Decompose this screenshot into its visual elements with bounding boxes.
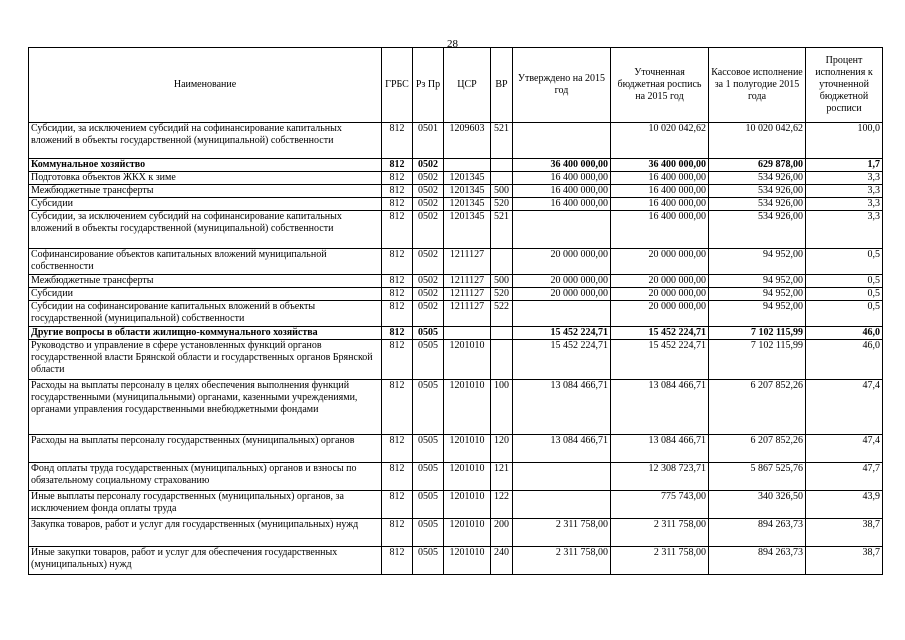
table-cell-csr — [444, 159, 491, 172]
table-cell-approved — [513, 463, 611, 491]
table-row — [29, 435, 883, 463]
header-cash: Кассовое исполнение за 1 полугодие 2015 года — [709, 48, 806, 123]
table-cell-refined: 36 400 000,00 — [611, 159, 709, 172]
table-cell-cash: 894 263,73 — [709, 519, 806, 547]
table-cell-rzpr: 0501 — [413, 123, 444, 159]
table-cell-cash: 7 102 115,99 — [709, 340, 806, 380]
table-cell-grbs: 812 — [382, 301, 413, 327]
table-cell-cash: 340 326,50 — [709, 491, 806, 519]
table-cell-csr: 1201010 — [444, 340, 491, 380]
table-cell-grbs: 812 — [382, 275, 413, 288]
table-cell-refined: 16 400 000,00 — [611, 185, 709, 198]
header-grbs: ГРБС — [382, 48, 413, 123]
table-cell-csr: 1201345 — [444, 172, 491, 185]
table-cell-cash: 534 926,00 — [709, 185, 806, 198]
table-row — [29, 185, 883, 198]
table-cell-percent: 47,7 — [806, 463, 883, 491]
table-row — [29, 491, 883, 519]
table-row — [29, 340, 883, 380]
table-row — [29, 249, 883, 275]
table-cell-name: Иные выплаты персоналу государственных (муниципальных) органов, за исключением фонда оплаты труда — [29, 491, 382, 519]
table-cell-name: Другие вопросы в области жилищно-коммунального хозяйства — [29, 327, 382, 340]
table-cell-approved: 20 000 000,00 — [513, 275, 611, 288]
table-cell-csr: 1201010 — [444, 380, 491, 435]
table-cell-cash: 7 102 115,99 — [709, 327, 806, 340]
table-cell-vr: 121 — [491, 463, 513, 491]
table-cell-csr: 1211127 — [444, 275, 491, 288]
table-cell-grbs: 812 — [382, 463, 413, 491]
table-cell-cash: 629 878,00 — [709, 159, 806, 172]
table-cell-vr: 200 — [491, 519, 513, 547]
table-cell-csr: 1201345 — [444, 211, 491, 249]
header-name: Наименование — [29, 48, 382, 123]
table-cell-cash: 94 952,00 — [709, 288, 806, 301]
table-cell-approved: 15 452 224,71 — [513, 327, 611, 340]
table-cell-percent: 43,9 — [806, 491, 883, 519]
table-cell-grbs: 812 — [382, 327, 413, 340]
table-cell-vr — [491, 327, 513, 340]
table-cell-approved: 20 000 000,00 — [513, 288, 611, 301]
table-cell-grbs: 812 — [382, 340, 413, 380]
table-row — [29, 172, 883, 185]
table-cell-approved: 13 084 466,71 — [513, 435, 611, 463]
table-cell-name: Подготовка объектов ЖКХ к зиме — [29, 172, 382, 185]
table-cell-refined: 2 311 758,00 — [611, 547, 709, 575]
table-cell-name: Иные закупки товаров, работ и услуг для обеспечения государственных (муниципальных) нужд — [29, 547, 382, 575]
table-cell-rzpr: 0505 — [413, 340, 444, 380]
table-cell-percent: 0,5 — [806, 288, 883, 301]
table-cell-refined: 16 400 000,00 — [611, 198, 709, 211]
table-cell-refined: 12 308 723,71 — [611, 463, 709, 491]
table-cell-vr: 500 — [491, 275, 513, 288]
table-cell-approved — [513, 491, 611, 519]
table-cell-cash: 534 926,00 — [709, 211, 806, 249]
table-cell-refined: 13 084 466,71 — [611, 380, 709, 435]
budget-execution-table — [28, 47, 883, 575]
table-cell-csr: 1201345 — [444, 185, 491, 198]
table-cell-grbs: 812 — [382, 380, 413, 435]
page-number: 28 — [447, 38, 458, 50]
table-cell-grbs: 812 — [382, 172, 413, 185]
table-cell-cash: 6 207 852,26 — [709, 435, 806, 463]
table-cell-cash: 94 952,00 — [709, 249, 806, 275]
table-cell-grbs: 812 — [382, 211, 413, 249]
table-cell-csr: 1211127 — [444, 288, 491, 301]
table-cell-grbs: 812 — [382, 288, 413, 301]
table-cell-csr: 1201010 — [444, 519, 491, 547]
table-cell-approved: 13 084 466,71 — [513, 380, 611, 435]
table-row — [29, 288, 883, 301]
table-cell-vr: 521 — [491, 211, 513, 249]
table-cell-grbs: 812 — [382, 249, 413, 275]
table-cell-refined: 775 743,00 — [611, 491, 709, 519]
table-cell-rzpr: 0502 — [413, 275, 444, 288]
table-cell-cash: 6 207 852,26 — [709, 380, 806, 435]
table-cell-percent: 47,4 — [806, 435, 883, 463]
header-vr: ВР — [491, 48, 513, 123]
table-cell-percent: 0,5 — [806, 301, 883, 327]
table-cell-percent: 0,5 — [806, 275, 883, 288]
table-cell-csr: 1201345 — [444, 198, 491, 211]
table-cell-name: Субсидии, за исключением субсидий на софинансирование капитальных вложений в объекты государственной (муниципальной) собственности — [29, 123, 382, 159]
table-cell-csr: 1201010 — [444, 547, 491, 575]
table-cell-vr: 100 — [491, 380, 513, 435]
table-cell-cash: 894 263,73 — [709, 547, 806, 575]
table-row — [29, 123, 883, 159]
table-cell-percent: 1,7 — [806, 159, 883, 172]
table-cell-approved — [513, 123, 611, 159]
table-cell-vr: 522 — [491, 301, 513, 327]
header-csr: ЦСР — [444, 48, 491, 123]
table-cell-csr: 1201010 — [444, 491, 491, 519]
table-cell-name: Расходы на выплаты персоналу государственных (муниципальных) органов — [29, 435, 382, 463]
table-cell-percent: 100,0 — [806, 123, 883, 159]
table-cell-percent: 46,0 — [806, 340, 883, 380]
table-row — [29, 211, 883, 249]
table-cell-approved — [513, 301, 611, 327]
table-cell-approved: 20 000 000,00 — [513, 249, 611, 275]
table-row — [29, 275, 883, 288]
table-cell-refined: 15 452 224,71 — [611, 327, 709, 340]
table-cell-rzpr: 0505 — [413, 491, 444, 519]
table-cell-vr: 520 — [491, 198, 513, 211]
header-approved: Утверждено на 2015 год — [513, 48, 611, 123]
table-row — [29, 463, 883, 491]
table-cell-cash: 534 926,00 — [709, 198, 806, 211]
table-cell-rzpr: 0505 — [413, 435, 444, 463]
table-cell-approved: 16 400 000,00 — [513, 198, 611, 211]
table-cell-csr — [444, 327, 491, 340]
table-cell-refined: 2 311 758,00 — [611, 519, 709, 547]
table-cell-vr: 122 — [491, 491, 513, 519]
table-row — [29, 380, 883, 435]
table-cell-name: Софинансирование объектов капитальных вложений муниципальной собственности — [29, 249, 382, 275]
header-percent: Процент исполнения к уточненной бюджетной росписи — [806, 48, 883, 123]
table-cell-name: Субсидии, за исключением субсидий на софинансирование капитальных вложений в объекты государственной (муниципальной) собственности — [29, 211, 382, 249]
table-cell-percent: 38,7 — [806, 547, 883, 575]
table-cell-grbs: 812 — [382, 123, 413, 159]
table-cell-name: Коммунальное хозяйство — [29, 159, 382, 172]
table-cell-name: Фонд оплаты труда государственных (муниципальных) органов и взносы по обязательному социальному страхованию — [29, 463, 382, 491]
table-cell-refined: 20 000 000,00 — [611, 275, 709, 288]
table-cell-vr: 521 — [491, 123, 513, 159]
table-cell-refined: 16 400 000,00 — [611, 211, 709, 249]
table-cell-vr — [491, 172, 513, 185]
table-cell-rzpr: 0502 — [413, 288, 444, 301]
table-cell-vr — [491, 159, 513, 172]
table-cell-grbs: 812 — [382, 491, 413, 519]
table-cell-rzpr: 0505 — [413, 463, 444, 491]
table-cell-name: Межбюджетные трансферты — [29, 275, 382, 288]
table-cell-name: Руководство и управление в сфере установленных функций органов государственной власти Брянской области и государственных органов Брянской области — [29, 340, 382, 380]
table-row — [29, 198, 883, 211]
table-cell-rzpr: 0505 — [413, 327, 444, 340]
table-cell-approved: 16 400 000,00 — [513, 172, 611, 185]
table-cell-rzpr: 0502 — [413, 301, 444, 327]
table-cell-vr: 120 — [491, 435, 513, 463]
table-cell-vr — [491, 249, 513, 275]
table-cell-csr: 1211127 — [444, 249, 491, 275]
table-cell-rzpr: 0502 — [413, 185, 444, 198]
table-cell-refined: 20 000 000,00 — [611, 301, 709, 327]
table-cell-grbs: 812 — [382, 185, 413, 198]
table-cell-rzpr: 0502 — [413, 249, 444, 275]
table-cell-cash: 94 952,00 — [709, 301, 806, 327]
table-cell-percent: 3,3 — [806, 172, 883, 185]
table-cell-percent: 0,5 — [806, 249, 883, 275]
table-cell-rzpr: 0505 — [413, 547, 444, 575]
table-cell-approved: 36 400 000,00 — [513, 159, 611, 172]
table-cell-grbs: 812 — [382, 435, 413, 463]
table-cell-rzpr: 0502 — [413, 211, 444, 249]
table-cell-approved: 15 452 224,71 — [513, 340, 611, 380]
table-cell-percent: 3,3 — [806, 198, 883, 211]
table-row — [29, 159, 883, 172]
table-header-row — [29, 48, 883, 123]
table-row — [29, 547, 883, 575]
table-cell-refined: 20 000 000,00 — [611, 249, 709, 275]
table-cell-name: Субсидии на софинансирование капитальных вложений в объекты государственной (муниципальной) собственности — [29, 301, 382, 327]
table-cell-percent: 3,3 — [806, 211, 883, 249]
table-cell-refined: 10 020 042,62 — [611, 123, 709, 159]
table-cell-rzpr: 0502 — [413, 198, 444, 211]
table-cell-vr: 500 — [491, 185, 513, 198]
table-row — [29, 327, 883, 340]
table-cell-csr: 1209603 — [444, 123, 491, 159]
table-cell-refined: 20 000 000,00 — [611, 288, 709, 301]
table-row — [29, 301, 883, 327]
table-cell-name: Расходы на выплаты персоналу в целях обеспечения выполнения функций государственными (муниципальными) органами, казенными учреждениями, органами управления государственными внебюджетными фондами — [29, 380, 382, 435]
table-cell-percent: 38,7 — [806, 519, 883, 547]
table-cell-cash: 534 926,00 — [709, 172, 806, 185]
table-cell-name: Субсидии — [29, 198, 382, 211]
table-cell-rzpr: 0505 — [413, 519, 444, 547]
table-row — [29, 519, 883, 547]
table-cell-csr: 1211127 — [444, 301, 491, 327]
table-cell-grbs: 812 — [382, 198, 413, 211]
table-cell-percent: 46,0 — [806, 327, 883, 340]
table-cell-cash: 10 020 042,62 — [709, 123, 806, 159]
header-refined: Уточненная бюджетная роспись на 2015 год — [611, 48, 709, 123]
table-cell-refined: 15 452 224,71 — [611, 340, 709, 380]
table-cell-grbs: 812 — [382, 519, 413, 547]
table-cell-grbs: 812 — [382, 159, 413, 172]
table-cell-vr — [491, 340, 513, 380]
header-rzpr: Рз Пр — [413, 48, 444, 123]
table-cell-rzpr: 0502 — [413, 172, 444, 185]
table-cell-name: Закупка товаров, работ и услуг для государственных (муниципальных) нужд — [29, 519, 382, 547]
table-cell-percent: 3,3 — [806, 185, 883, 198]
table-cell-percent: 47,4 — [806, 380, 883, 435]
table-cell-rzpr: 0505 — [413, 380, 444, 435]
table-cell-approved: 2 311 758,00 — [513, 519, 611, 547]
table-cell-csr: 1201010 — [444, 463, 491, 491]
table-cell-csr: 1201010 — [444, 435, 491, 463]
table-cell-vr: 520 — [491, 288, 513, 301]
table-cell-approved: 16 400 000,00 — [513, 185, 611, 198]
table-cell-refined: 16 400 000,00 — [611, 172, 709, 185]
table-cell-cash: 94 952,00 — [709, 275, 806, 288]
table-cell-approved — [513, 211, 611, 249]
table-cell-approved: 2 311 758,00 — [513, 547, 611, 575]
table-cell-vr: 240 — [491, 547, 513, 575]
table-cell-refined: 13 084 466,71 — [611, 435, 709, 463]
table-cell-cash: 5 867 525,76 — [709, 463, 806, 491]
table-cell-grbs: 812 — [382, 547, 413, 575]
table-cell-rzpr: 0502 — [413, 159, 444, 172]
table-cell-name: Субсидии — [29, 288, 382, 301]
table-cell-name: Межбюджетные трансферты — [29, 185, 382, 198]
